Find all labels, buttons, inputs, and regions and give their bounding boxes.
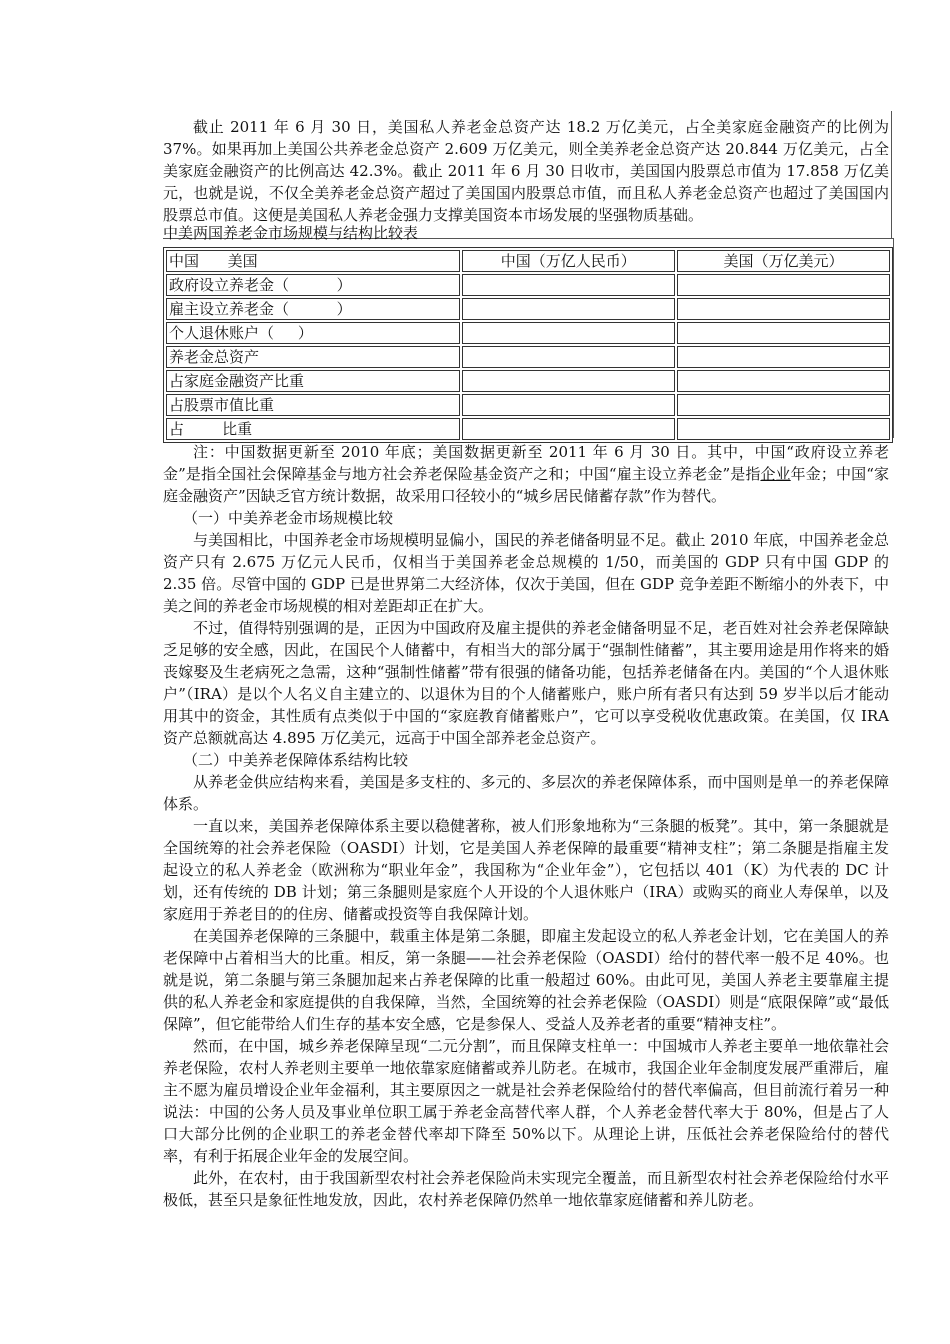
section-heading-1: （一）中美养老金市场规模比较 [183, 509, 394, 527]
paragraph: 此外，在农村，由于我国新型农村社会养老保险尚未实现完全覆盖，而且新型农村社会养老保险给付水平极低，甚至只是象征性地发放，因此，农村养老保障仍然单一地依靠家庭储蓄和养儿防老。 [163, 1169, 889, 1209]
table-cell [462, 418, 675, 440]
table-cell [462, 322, 675, 344]
table-note [163, 441, 889, 507]
paragraph: 从养老金供应结构来看，美国是多支柱的、多元的、多层次的养老保障体系，而中国则是单一的养老保障体系。 [163, 773, 889, 813]
intro-paragraph-container [163, 116, 889, 226]
table-cell [677, 298, 890, 320]
table-caption: 中美两国养老金市场规模与结构比较表 [163, 224, 419, 242]
paragraph: 不过，值得特别强调的是，正因为中国政府及雇主提供的养老金储备明显不足，老百姓对社会养老保障缺乏足够的安全感，因此，在国民个人储蓄中，有相当大的部分属于“强制性储蓄”，其主要用途是用作将来的婚丧嫁娶及生老病死之急需，这种“强制性储蓄”带有很强的储备功能，包括养老储备在内。美国的“个人退休账户”（IRA）是以个人名义自主建立的、以退休为目的个人储蓄账户，账户所有者只有达到 59 岁半以后才能动用其中的资金，其性质有点类似于中国的“家庭教育储蓄账户”，它可以享受税收优惠政策。在美国，仅 IRA 资产总额就高达 4.895 万亿美元，远高于中国全部养老金总资产。 [163, 619, 889, 747]
table-row-label: 政府设立养老金（ ） [166, 274, 460, 296]
table-row [166, 298, 890, 320]
intro-paragraph: 截止 2011 年 6 月 30 日，美国私人养老金总资产达 18.2 万亿美元，占全美家庭金融资产的比例为 37%。如果再加上美国公共养老金总资产 2.609 万亿美元，则全美养老金总资产达 20.844 万亿美元，占全美家庭金融资产的比例高达 42.3%。截止 2011 年 6 月 30 日收市，美国国内股票总市值为 17.858 万亿美元，也就是说，不仅全美养老金总资产超过了美国国内股票总市值，而且私人养老金总资产也超过了美国国内股票总市值。这便是美国私人养老金强力支撑美国资本市场发展的坚强物质基础。 [163, 118, 889, 224]
table-cell [462, 274, 675, 296]
table-row-label: 雇主设立养老金（ ） [166, 298, 460, 320]
table-cell [677, 322, 890, 344]
table-cell [677, 394, 890, 416]
paragraph: 与美国相比，中国养老金市场规模明显偏小，国民的养老储备明显不足。截止 2010 年底，中国养老金总资产只有 2.675 万亿元人民币，仅相当于美国养老金总规模的 1/50，而美国的 GDP 只有中国 GDP 的 2.35 倍。尽管中国的 GDP 已是世界第二大经济体，仅次于美国，但在 GDP 竞争差距不断缩小的外表下，中美之间的养老金市场规模的相对差距却正在扩大。 [163, 531, 889, 615]
table-row [166, 418, 890, 440]
table-cell [677, 370, 890, 392]
paragraph: 然而，在中国，城乡养老保障呈现“二元分割”，而且保障支柱单一：中国城市人养老主要单一地依靠社会养老保险，农村人养老则主要单一地依靠家庭储蓄或养儿防老。在城市，我国企业年金制度发展严重滞后，雇主不愿为雇员增设企业年金福利，其主要原因之一就是社会养老保险给付的替代率偏高，但目前流行着另一种说法：中国的公务人员及事业单位职工属于养老金高替代率人群，个人养老金替代率大于 80%，但是占了人口大部分比例的企业职工的养老金替代率却下降至 50%以下。从理论上讲，压低社会养老保险给付的替代率，有利于拓展企业年金的发展空间。 [163, 1037, 889, 1165]
table-row-label: 占家庭金融资产比重 [166, 370, 460, 392]
table-note-text: 年金；中国“家庭金融资产”因缺乏官方统计数据，故采用口径较小的“城乡居民储蓄存款”作为替代。 [163, 465, 889, 505]
enterprise-link[interactable]: 企业 [760, 465, 791, 483]
table-header-cell: 中国（万亿人民币） [462, 250, 675, 272]
comparison-table [163, 247, 893, 443]
table-cell [677, 418, 890, 440]
table-header-cell: 美国（万亿美元） [677, 250, 890, 272]
table-cell [462, 346, 675, 368]
table-note-text: 注：中国数据更新至 2010 年底；美国数据更新至 2011 年 6 月 30 日。其中，中国“政府设立养老金”是指全国社会保障基金与地方社会养老保险基金资产之和；中国“雇主设立养老金”是指 [163, 443, 889, 483]
table-row-label: 个人退休账户（ ） [166, 322, 460, 344]
table-row [166, 394, 890, 416]
body-text [163, 441, 889, 1211]
frame-border [893, 238, 894, 438]
table-row-label: 占 比重 [166, 418, 460, 440]
table-cell [677, 346, 890, 368]
table-header-row [166, 250, 890, 272]
table-row-label: 养老金总资产 [166, 346, 460, 368]
table-cell [462, 298, 675, 320]
paragraph: 在美国养老保障的三条腿中，载重主体是第二条腿，即雇主发起设立的私人养老金计划，它在美国人的养老保障中占着相当大的比重。相反，第一条腿——社会养老保险（OASDI）给付的替代率一般不足 40%。也就是说，第二条腿与第三条腿加起来占养老保障的比重一般超过 60%。由此可见，美国人养老主要靠雇主提供的私人养老金和家庭提供的自我保障，当然，全国统筹的社会养老保险（OASDI）则是“底限保障”或“最低保障”，但它能带给人们生存的基本安全感，它是参保人、受益人及养老者的重要“精神支柱”。 [163, 927, 889, 1033]
table-row [166, 322, 890, 344]
table-row-label: 占股票市值比重 [166, 394, 460, 416]
table-row [166, 274, 890, 296]
table-cell [462, 394, 675, 416]
table-cell [677, 274, 890, 296]
table-cell [462, 370, 675, 392]
table-row [166, 346, 890, 368]
table-row [166, 370, 890, 392]
table-header-cell: 中国 美国 [166, 250, 460, 272]
paragraph: 一直以来，美国养老保障体系主要以稳健著称，被人们形象地称为“三条腿的板凳”。其中，第一条腿就是全国统筹的社会养老保险（OASDI）计划，它是美国人养老保障的最重要“精神支柱”；第二条腿是指雇主发起设立的私人养老金（欧洲称为“职业年金”，我国称为“企业年金”），它包括以 401（K）为代表的 DC 计划，还有传统的 DB 计划；第三条腿则是家庭个人开设的个人退休账户（IRA）或购买的商业人寿保单，以及家庭用于养老目的的住房、储蓄或投资等自我保障计划。 [163, 817, 889, 923]
section-heading-2: （二）中美养老保障体系结构比较 [183, 751, 409, 769]
